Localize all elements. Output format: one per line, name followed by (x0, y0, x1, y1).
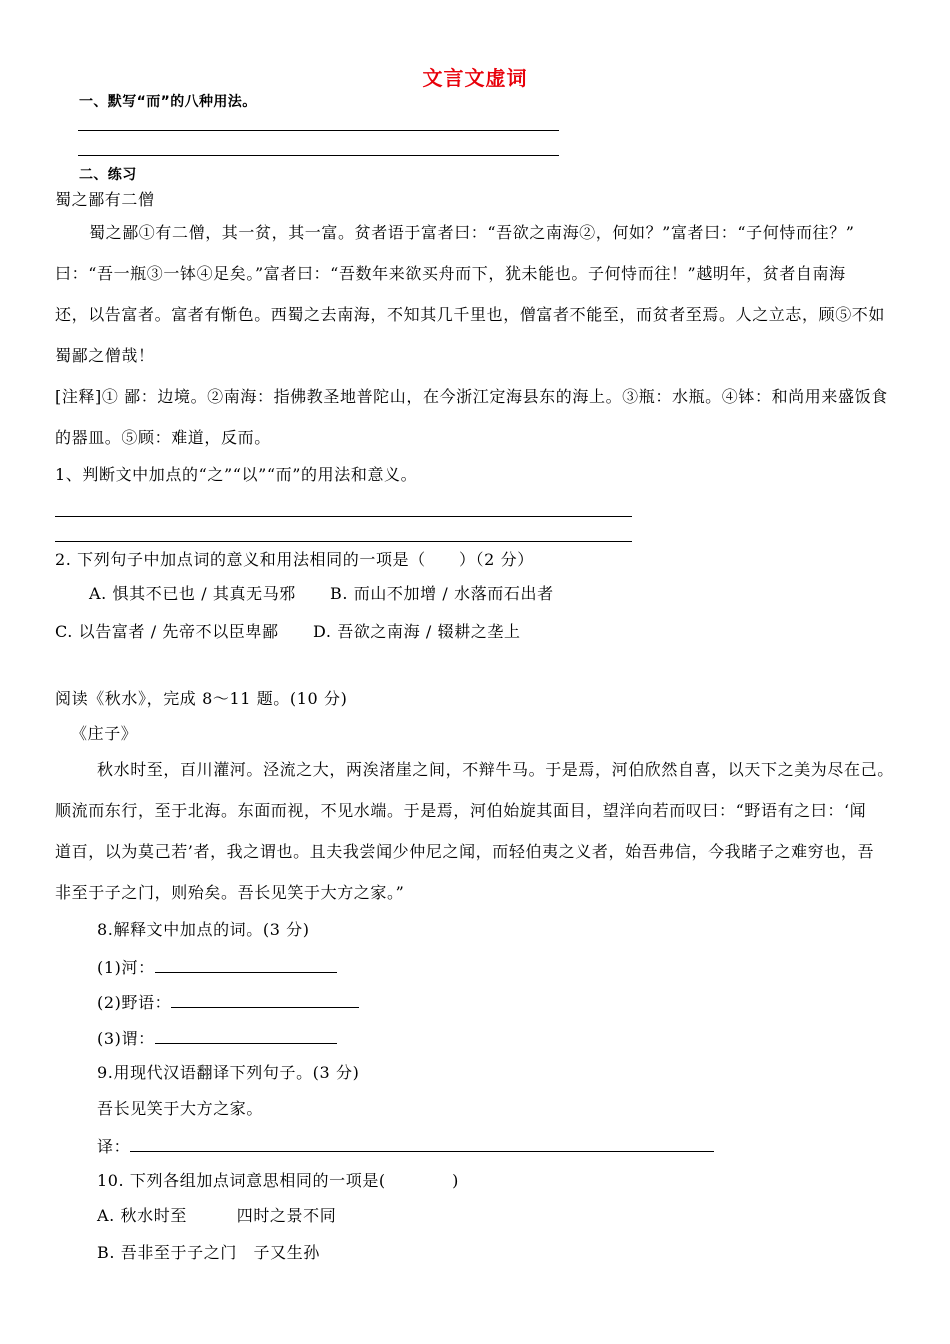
section-2-heading: 二、练习 (79, 167, 137, 183)
answer-blank (171, 991, 359, 1008)
passage-line: 曰：“吾一瓶③一钵④足矣。”富者曰：“吾数年来欲买舟而下，犹未能也。子何恃而往！”越明年，贫者自南海 (55, 264, 846, 283)
option-c: C. 以告富者 / 先帝不以臣卑鄙 (55, 622, 279, 641)
question-10-option-b: B. 吾非至于子之门 子又生孙 (97, 1243, 320, 1262)
question-8-1 (97, 956, 337, 978)
passage-line: 还，以告富者。富者有惭色。西蜀之去南海，不知其几千里也，僧富者不能至，而贫者至焉。人之立志，顾⑤不如 (55, 305, 886, 324)
question-10-option-a: A. 秋水时至 四时之景不同 (97, 1206, 337, 1225)
translation-label: 译： (97, 1137, 131, 1156)
answer-line (78, 130, 559, 131)
reading-passage-line: 道百，以为莫己若’者，我之谓也。且夫我尝闻少仲尼之闻，而轻伯夷之义者，始吾弗信，今我睹子之难穷也，吾 (55, 842, 875, 861)
annotation-line: 的器皿。⑤顾：难道，反而。 (55, 428, 271, 447)
reading-passage-line: 顺流而东行，至于北海。东面而视，不见水端。于是焉，河伯始旋其面目，望洋向若而叹曰：“野语有之曰：‘闻 (55, 801, 867, 820)
option-d: D. 吾欲之南海 / 辍耕之垄上 (313, 622, 521, 641)
question-9-sentence: 吾长见笑于大方之家。 (97, 1099, 264, 1118)
question-2: 2. 下列句子中加点词的意义和用法相同的一项是（ ）（2 分） (55, 550, 534, 569)
passage-line: 蜀鄙之僧哉！ (55, 346, 155, 365)
question-8-3 (97, 1027, 337, 1049)
section-1-heading: 一、默写“而”的八种用法。 (79, 94, 257, 110)
question-8-2-label: (2)野语： (97, 993, 172, 1012)
annotation-line: [注释]① 鄙：边境。②南海：指佛教圣地普陀山，在今浙江定海县东的海上。③瓶：水瓶。④钵：和尚用来盛饭食 (55, 387, 888, 406)
reading-passage-line: 非至于子之门，则殆矣。吾长见笑于大方之家。” (55, 883, 405, 902)
reading-passage-line: 秋水时至，百川灌河。泾流之大，两涘渚崖之间，不辩牛马。于是焉，河伯欣然自喜，以天下之美为尽在己。 (97, 760, 894, 779)
answer-blank (155, 1027, 337, 1044)
answer-line (55, 516, 632, 517)
answer-blank (130, 1135, 714, 1152)
question-8-3-label: (3)谓： (97, 1029, 155, 1048)
question-1: 1、判断文中加点的“之”“以”“而”的用法和意义。 (55, 465, 418, 484)
answer-blank (155, 956, 337, 973)
passage-line: 蜀之鄙①有二僧，其一贫，其一富。贫者语于富者曰：“吾欲之南海②，何如？”富者曰：“子何恃而往？” (89, 223, 855, 242)
option-b: B. 而山不加增 / 水落而石出者 (330, 584, 554, 603)
reading-intro: 阅读《秋水》，完成 8～11 题。(10 分) (55, 689, 348, 708)
question-9: 9.用现代汉语翻译下列句子。(3 分) (97, 1063, 360, 1082)
answer-line (78, 155, 559, 156)
answer-line (55, 541, 632, 542)
option-a: A. 惧其不已也 / 其真无马邪 (89, 584, 296, 603)
question-8-1-label: (1)河： (97, 958, 155, 977)
question-9-translation (97, 1135, 714, 1157)
reading-source: 《庄子》 (71, 724, 138, 743)
question-8: 8.解释文中加点的词。(3 分) (97, 920, 310, 939)
question-10: 10. 下列各组加点词意思相同的一项是( ) (97, 1171, 460, 1190)
passage-title: 蜀之鄙有二僧 (55, 190, 155, 209)
question-8-2 (97, 991, 359, 1013)
page-title: 文言文虚词 (422, 66, 528, 90)
